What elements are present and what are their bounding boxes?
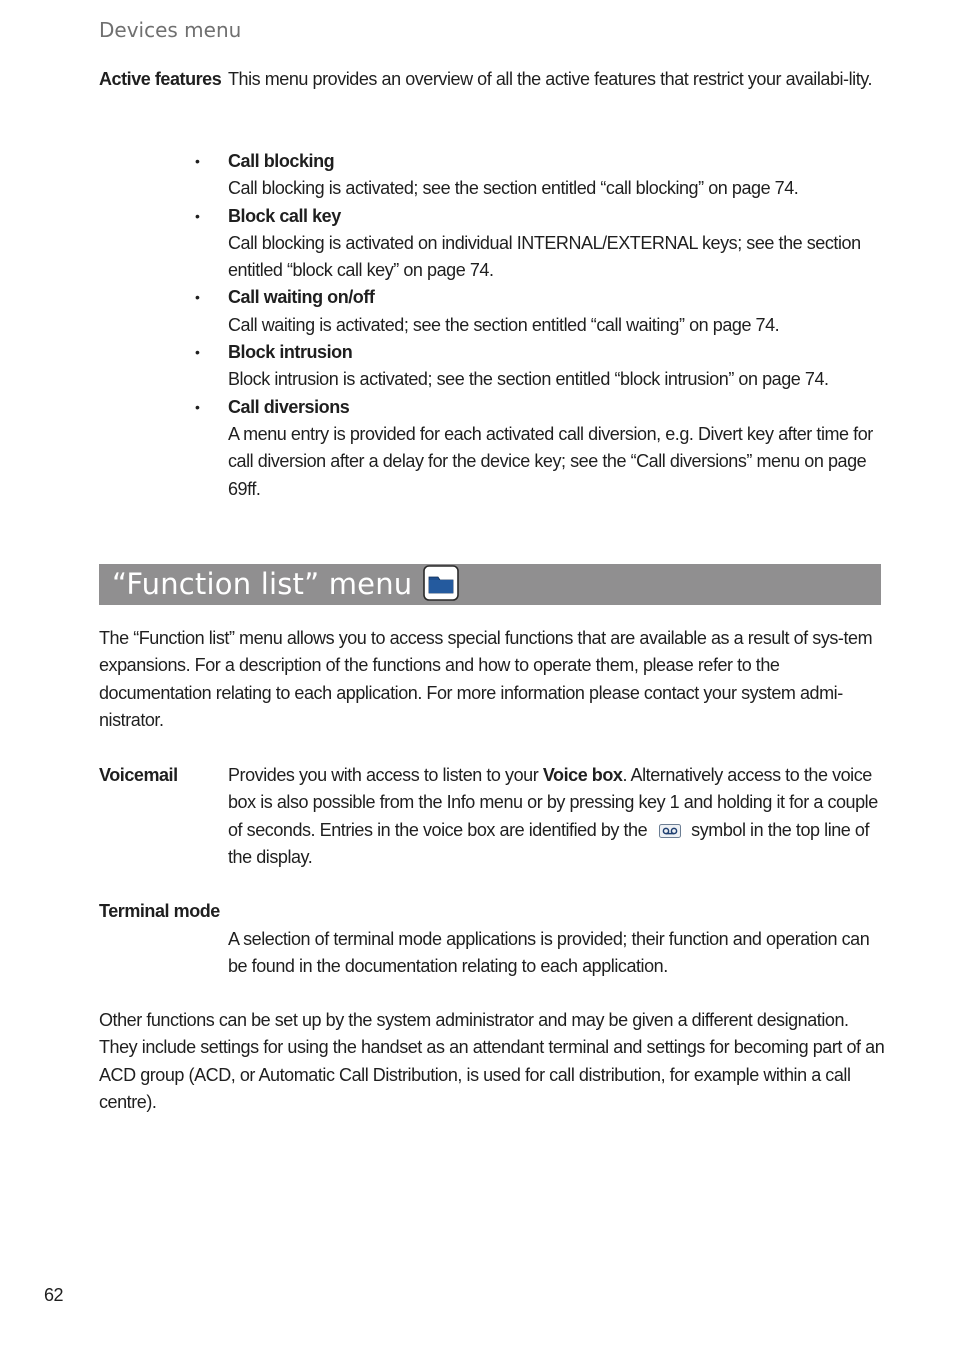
list-item-title: Call waiting on/off [228,287,375,308]
list-item-title: Call blocking [228,151,335,171]
list-item [195,203,885,285]
closing-paragraph: Other functions can be set up by the system administrator and may be given a different designation. They include settings for using the handset as an attendant terminal and settings for becoming part of an ACD group (ACD, or Automatic Call Distribution, is used for call distribution, for example within a call centre). [99,1010,885,1112]
list-item [195,394,885,503]
voicemail-icon [659,819,681,833]
active-features-intro: This menu provides an overview of all the active features that restrict your availabi-lity. [228,69,873,89]
list-item-text: Call blocking is activated; see the section entitled “call blocking” on page 74. [228,178,799,199]
voicemail-text-after: . Alternatively access to the voice box is also possible from the Info menu or by pressing key 1 and holding it for a couple of seconds. Entries in the voice box are identified by the [228,765,878,840]
intro-paragraph: The “Function list” menu allows you to access special functions that are available as a result of sys-tem expansions. For a description of the functions and how to operate them, please refer to the documentation relating to each application. For more information please contact your system admi-nistrator. [99,628,873,730]
terminal-mode-description: A selection of terminal mode applications is provided; their function and operation can be found in the documentation relating to each application. [228,929,870,977]
list-item-text: Block intrusion is activated; see the section entitled “block intrusion” on page 74. [228,369,829,390]
bullet-dot-icon: • [195,207,200,224]
bullet-dot-icon: • [195,289,200,306]
list-item [195,339,885,394]
voice-box-bold: Voice box [542,765,623,785]
list-item-title: Block intrusion [228,342,353,363]
voicemail-description [228,762,886,871]
bullet-dot-icon: • [195,344,200,361]
list-item [195,284,885,339]
section-title: “Function list” menu [112,567,413,601]
list-item [195,148,885,203]
section-banner [99,564,881,605]
active-features-term: Active features [99,69,222,89]
list-item-title: Call diversions [228,396,350,417]
bullet-dot-icon: • [195,153,200,169]
page-number: 62 [44,1285,64,1305]
bullet-dot-icon: • [195,398,200,415]
list-item-text: Call waiting is activated; see the section entitled “call waiting” on page 74. [228,314,780,335]
terminal-mode-term: Terminal mode [99,901,220,921]
folder-icon [423,565,459,601]
active-features-list [195,148,885,503]
running-header: Devices menu [99,18,242,42]
voicemail-text-end: symbol in the top line of the display. [228,819,870,867]
list-item-text: A menu entry is provided for each activated call diversion, e.g. Divert key after time for call diversion after a delay for the device key; see the “Call diversions” menu on page 69ff. [228,423,873,499]
list-item-text: Call blocking is activated on individual INTERNAL/EXTERNAL keys; see the section entitled “block call key” on page 74. [228,232,861,281]
list-item-title: Block call key [228,205,341,226]
voicemail-term: Voicemail [99,765,178,785]
voicemail-text-before: Provides you with access to listen to your [228,765,543,785]
